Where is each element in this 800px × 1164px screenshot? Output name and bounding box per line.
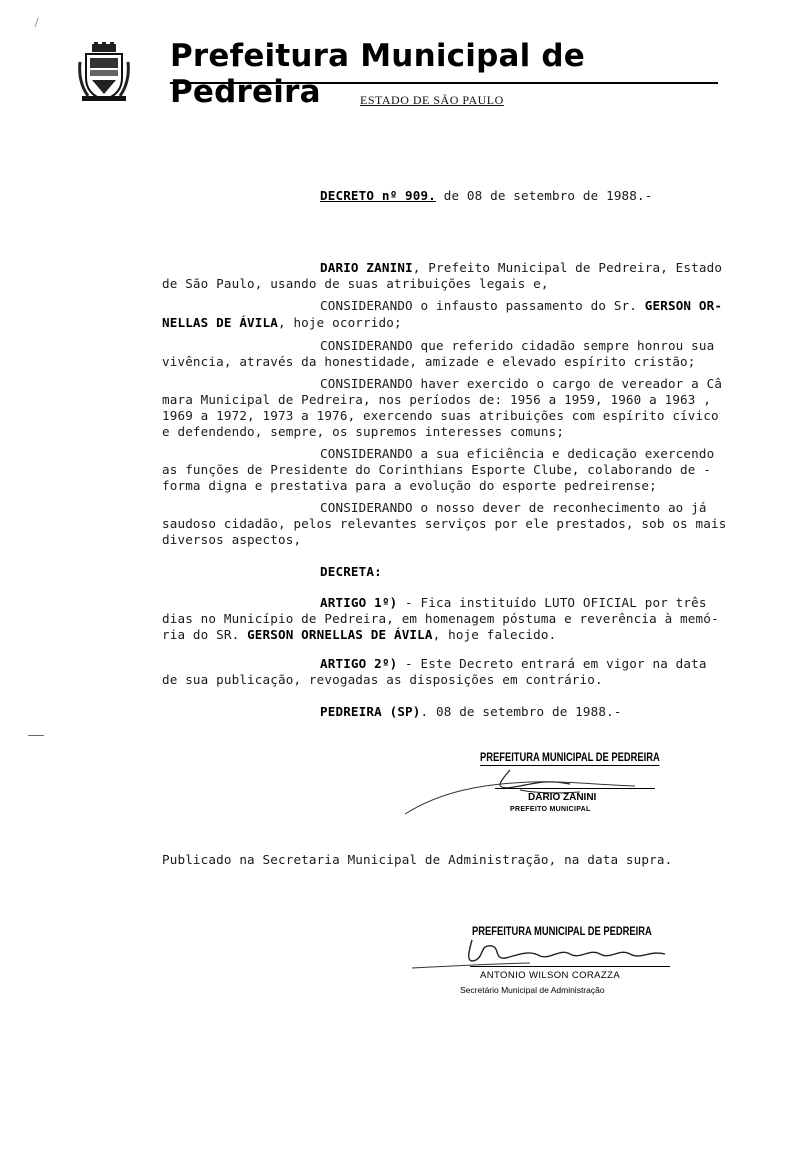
article-label: ARTIGO 1º) [320,595,398,610]
considerando-text: , hoje ocorrido; [277,315,402,330]
considerando-line: diversos aspectos, [162,532,302,547]
secretary-stamp: PREFEITURA MUNICIPAL DE PEDREIRA [472,924,652,938]
mayor-signer-name: DARIO ZANINI [528,792,597,803]
considerando-line: vivência, através da honestidade, amizade e elevado espírito cristão; [162,354,696,369]
considerando-line: e defendendo, sempre, os supremos interesses comuns; [162,424,565,439]
honoree-name: GERSON OR- [644,298,723,313]
article-text: - Fica instituído LUTO OFICIAL por três [397,595,707,610]
considerando-keyword: CONSIDERANDO [320,298,413,313]
secretary-signer-role: Secretário Municipal de Administração [460,985,605,995]
considerando-line: CONSIDERANDO haver exercido o cargo de vereador a Câ [320,376,723,391]
honoree-name: NELLAS DE ÁVILA [162,315,278,330]
preamble-line: de São Paulo, usando de suas atribuições legais e, [162,276,549,291]
considerando-text: o infausto passamento do Sr. [412,298,645,313]
article-label: ARTIGO 2º) [320,656,398,671]
margin-mark [28,735,44,736]
mayor-name: DARIO ZANINI [320,260,413,275]
margin-mark [34,17,42,28]
publication-note: Publicado na Secretaria Municipal de Administração, na data supra. [162,852,673,867]
considerando-line: 1969 a 1972, 1973 a 1976, exercendo suas atribuições com espírito cívico [162,408,719,423]
considerando-line: saudoso cidadão, pelos relevantes serviços por ele prestados, sob os mais [162,516,727,531]
considerando-line: CONSIDERANDO que referido cidadão sempre honrou sua [320,338,715,353]
article-line [162,627,556,642]
article-line: dias no Município de Pedreira, em homenagem póstuma e reverência à memó- [162,611,719,626]
place: PEDREIRA (SP) [320,704,421,719]
page-title: Prefeitura Municipal de Pedreira [170,38,586,110]
article-text: ria do SR. [162,627,248,642]
state-subtitle: ESTADO DE SÃO PAULO [360,93,504,107]
title-divider [170,82,718,84]
preamble-line [320,260,722,275]
article-line [320,595,707,610]
considerando-line [320,298,722,313]
honoree-name: GERSON ORNELLAS DE ÁVILA [247,627,433,642]
mayor-signature-line [495,788,655,789]
considerando-line: as funções de Presidente do Corinthians Esporte Clube, colaborando de - [162,462,711,477]
considerando-line [162,315,402,330]
mayor-signer-role: PREFEITO MUNICIPAL [510,806,591,813]
mayor-signature-icon [400,762,640,822]
article-line [320,656,707,671]
sign-date: . 08 de setembro de 1988.- [420,704,622,719]
article-line: de sua publicação, revogadas as disposições em contrário. [162,672,603,687]
considerando-line: CONSIDERANDO a sua eficiência e dedicação exercendo [320,446,715,461]
preamble-text: , Prefeito Municipal de Pedreira, Estado [412,260,723,275]
considerando-line: forma digna e prestativa para a evolução do esporte pedreirense; [162,478,657,493]
article-text: - Este Decreto entrará em vigor na data [397,656,707,671]
secretary-signer-name: ANTONIO WILSON CORAZZA [480,970,621,981]
considerando-line: mara Municipal de Pedreira, nos períodos de: 1956 a 1959, 1960 a 1963 , [162,392,711,407]
secretary-signature-line [470,966,670,967]
mayor-stamp: PREFEITURA MUNICIPAL DE PEDREIRA [480,750,660,764]
place-date [320,704,622,719]
article-text: , hoje falecido. [432,627,557,642]
decreta-heading: DECRETA: [320,564,382,579]
decree-number: DECRETO nº 909. [320,188,436,203]
considerando-line: CONSIDERANDO o nosso dever de reconhecimento ao já [320,500,707,515]
decree-heading [320,188,652,203]
municipal-crest-icon [78,42,130,102]
decree-date: de 08 de setembro de 1988.- [435,188,653,203]
